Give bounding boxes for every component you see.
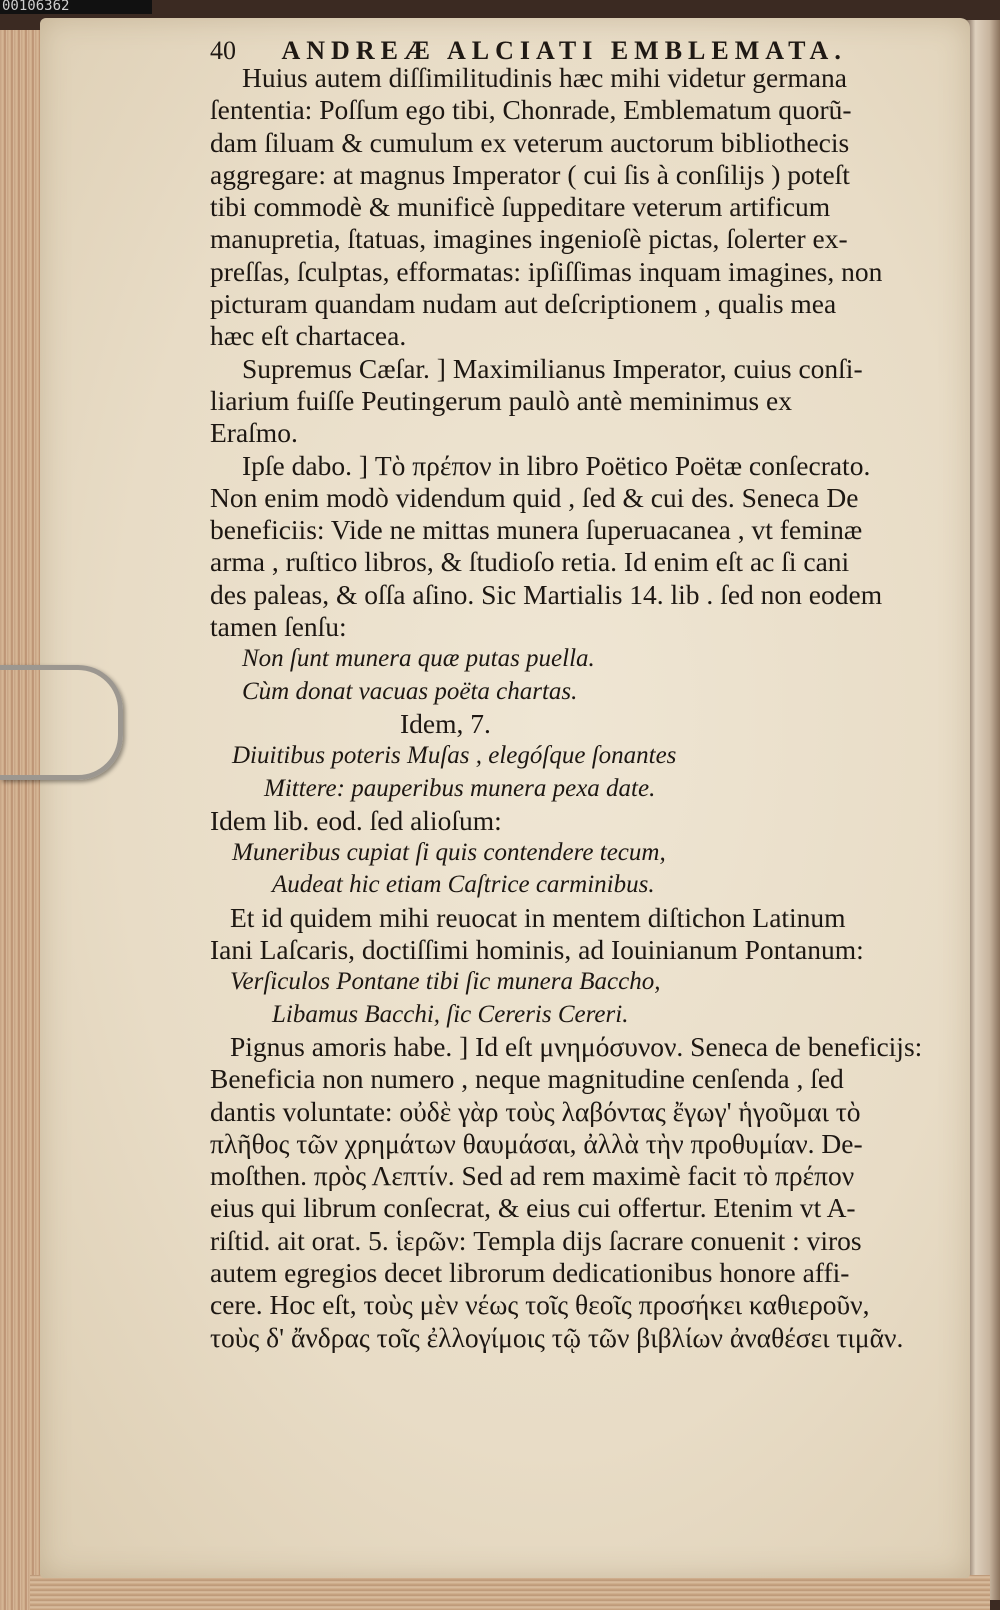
text-line: dantis voluntate: οὐδὲ γὰρ τοὺς λαβόντας ἔγωγ' ἡγοῦμαι τὸ (210, 1095, 861, 1127)
text-line: Beneficia non numero , neque magnitudine cenſenda , ſed (210, 1063, 844, 1095)
text-line: τοὺς δ' ἄνδρας τοῖς ἐλλογίμοις τῷ τῶν βιβλίων ἀναθέσει τιμᾶν. (210, 1321, 904, 1353)
text-line: hæc eſt chartacea. (210, 320, 407, 352)
text-line: Libamus Bacchi, ſic Cereris Cereri. (272, 1000, 629, 1028)
page-body-text (210, 62, 930, 1354)
text-line: Cùm donat vacuas poëta chartas. (242, 677, 578, 705)
text-line: eius qui librum conſecrat, & eius cui offertur. Etenim vt A- (210, 1192, 856, 1224)
text-line: Non ſunt munera quæ putas puella. (242, 645, 595, 673)
text-line: Audeat hic etiam Caſtrice carminibus. (272, 871, 655, 899)
page-clip (0, 665, 123, 780)
text-line: manupretia, ſtatuas, imagines ingenioſè pictas, ſolerter ex- (210, 223, 848, 255)
text-line: Et id quidem mihi reuocat in mentem diſtichon Latinum (230, 901, 846, 933)
running-title: ANDREÆ ALCIATI EMBLEMATA. (281, 36, 847, 65)
text-line: aggregare: at magnus Imperator ( cui ſis à conſilijs ) poteſt (210, 158, 850, 190)
text-line: Pignus amoris habe. ] Id eſt μνημόσυνον. Seneca de beneficijs: (230, 1030, 923, 1062)
text-line: Ipſe dabo. ] Τὸ πρέπον in libro Poëtico Poëtæ conſecrato. (242, 449, 871, 481)
text-line: ſententia: Poſſum ego tibi, Chonrade, Emblematum quorũ- (210, 94, 852, 126)
text-line: tamen ſenſu: (210, 611, 347, 643)
text-line: liarium fuiſſe Peutingerum paulò antè meminimus ex (210, 384, 792, 416)
text-line: Diuitibus poteris Muſas , elegóſque ſonantes (232, 742, 677, 770)
text-line: Iani Laſcaris, doctiſſimi hominis, ad Iouinianum Pontanum: (210, 934, 864, 966)
text-line: Idem, 7. (400, 707, 491, 739)
text-line: Non enim modò videndum quid , ſed & cui des. Seneca De (210, 481, 859, 513)
text-line: arma , ruſtico libros, & ſtudioſo retia. Id enim eſt ac ſi cani (210, 546, 850, 578)
book-bottom-edge (30, 1575, 990, 1610)
book-spine-right (965, 20, 1000, 1600)
text-line: des paleas, & oſſa aſino. Sic Martialis 14. lib . ſed non eodem (210, 578, 883, 610)
text-line: tibi commodè & munificè ſuppeditare veterum artificum (210, 191, 831, 223)
text-line: picturam quandam nudam aut deſcriptionem , qualis mea (210, 288, 837, 320)
text-line: moſthen. πρὸς Λεπτίν. Sed ad rem maximè facit τὸ πρέπον (210, 1160, 855, 1192)
text-line: riſtid. ait orat. 5. ἱερῶν: Templa dijs ſacrare conuenit : viros (210, 1224, 862, 1256)
text-line: Mittere: pauperibus munera pexa date. (264, 774, 656, 802)
text-line: autem egregios decet librorum dedicationibus honore affi- (210, 1256, 850, 1288)
text-line: beneficiis: Vide ne mittas munera ſuperuacanea , vt feminæ (210, 514, 863, 546)
text-line: Idem lib. eod. ſed alioſum: (210, 804, 502, 836)
text-line: cere. Hoc eſt, τοὺς μὲν νέως τοῖς θεοῖς προσήκει καθιεροῦν, (210, 1289, 870, 1321)
text-line: Eraſmo. (210, 417, 298, 449)
text-line: πλῆθος τῶν χρημάτων θαυμάσαι, ἀλλὰ τὴν προθυμίαν. De- (210, 1127, 863, 1159)
page-number: 40 (210, 36, 236, 65)
text-line: Huius autem diſſimilitudinis hæc mihi videtur germana (242, 62, 847, 93)
text-line: dam ſiluam & cumulum ex veterum auctorum bibliothecis (210, 126, 850, 158)
text-line: Muneribus cupiat ſi quis contendere tecum, (232, 839, 666, 867)
text-line: Supremus Cæſar. ] Maximilianus Imperator, cuius conſi- (242, 352, 863, 384)
scan-id-label: 00106362 (0, 0, 152, 14)
text-line: preſſas, ſculptas, efformatas: ipſiſſimas inquam imagines, non (210, 255, 883, 287)
text-line: Verſiculos Pontane tibi ſic munera Baccho, (230, 968, 661, 996)
